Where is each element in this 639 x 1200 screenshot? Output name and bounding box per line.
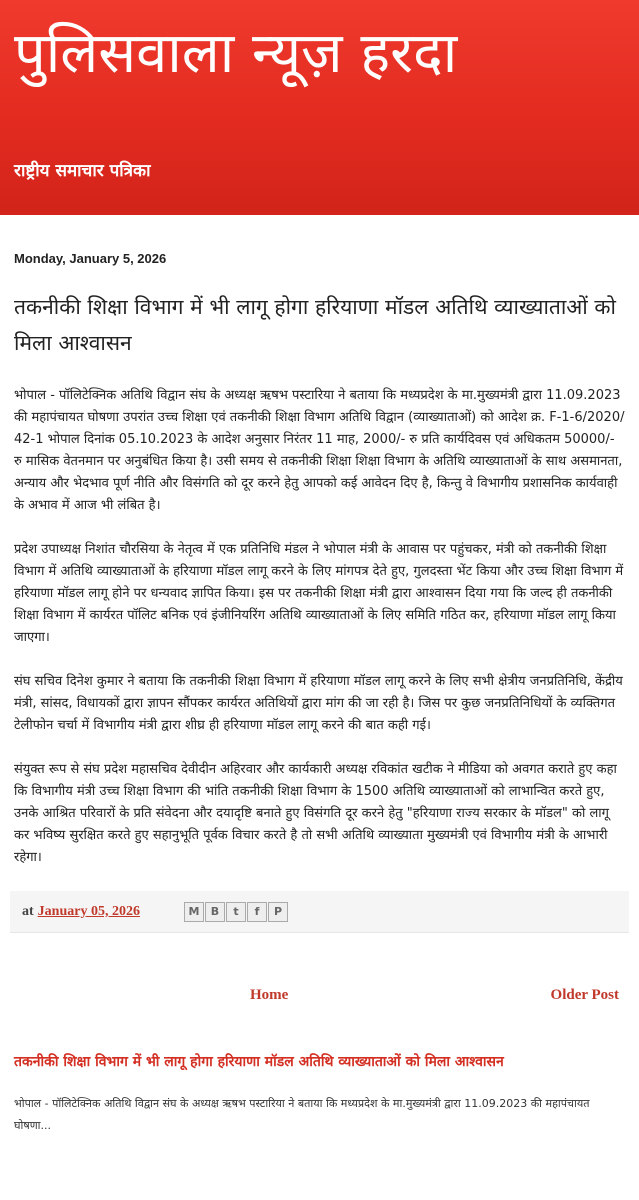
post-paragraph: संयुक्त रूप से संघ प्रदेश महासचिव देवीदीन अहिरवार और कार्यकारी अध्यक्ष रविकांत खटीक ने मीडिया को अवगत कराते हुए कहा कि विभागीय मंत्री उच्च शिक्षा विभाग की भांति तकनीकी शिक्षा विभाग के 1500 अतिथि व्याख्याताओं को लाभान्वित करते हुए, उनके आश्रित परिवारों के प्रति संवेदना और दयादृष्टि बनाते हुए विसंगति दूर करने हेतु "हरियाणा राज्य सरकार के मॉडल" को लागू कर भविष्य सुरक्षित करते हुए सहानुभूति पूर्वक विचार करते है तो सभी अतिथि व्याख्याता मुख्यमंत्री एवं विभागीय मंत्री के आभारी रहेगा। (14, 762, 617, 865)
related-post-snippet: भोपाल - पॉलिटेक्निक अतिथि विद्वान संघ के अध्यक्ष ऋषभ पस्टारिया ने बताया कि मध्यप्रदेश के मा.मुख्यमंत्री द्वारा 11.09.2023 की महापंचायत घोषणा... (14, 1097, 590, 1132)
related-post-title[interactable]: तकनीकी शिक्षा विभाग में भी लागू होगा हरियाणा मॉडल अतिथि व्याख्याताओं को मिला आश्वासन (14, 1054, 504, 1070)
facebook-share-icon[interactable]: f (247, 902, 267, 922)
pinterest-share-icon[interactable]: P (268, 902, 288, 922)
site-header (0, 0, 639, 215)
twitter-share-icon[interactable]: t (226, 902, 246, 922)
share-buttons (184, 902, 289, 922)
post-timestamp-link[interactable]: January 05, 2026 (37, 903, 140, 919)
date-header: Monday, January 5, 2026 (14, 251, 167, 266)
home-link[interactable]: Home (250, 986, 289, 1003)
post-paragraph: भोपाल - पॉलिटेक्निक अतिथि विद्वान संघ के अध्यक्ष ऋषभ पस्टारिया ने बताया कि मध्यप्रदेश के मा.मुख्यमंत्री द्वारा 11.09.2023 की महापंचायत घोषणा उपरांत उच्च शिक्षा एवं तकनीकी शिक्षा विभाग अतिथि विद्वान (व्याख्याताओं) को आदेश क्र. F-1-6/2020/ 42-1 भोपाल दिनांक 05.10.2023 के आदेश अनुसार निरंतर 11 माह, 2000/- रु प्रति कार्यदिवस एवं अधिकतम 50000/- रु मासिक वेतनमान पर अनुबंधित किया है। उसी समय से तकनीकी शिक्षा शिक्षा विभाग के अतिथि व्याख्याताओं के साथ असमानता, अन्याय और भेदभाव पूर्ण नीति और विसंगति को दूर करने हेतु आपको कई आवेदन दिए है, किन्तु वे विभागीय प्रशासनिक कार्यवाही के अभाव में आज भी लंबित है। (14, 388, 625, 513)
post-body (14, 385, 625, 869)
post-paragraph: प्रदेश उपाध्यक्ष निशांत चौरसिया के नेतृत्व में एक प्रतिनिधि मंडल ने भोपाल मंत्री के आवास पर पहुंचकर, मंत्री को तकनीकी शिक्षा विभाग में अतिथि व्याख्याताओं के हरियाणा मॉडल लागू करने के लिए मांगपत्र देते हुए, गुलदस्ता भेंट किया और उच्च शिक्षा विभाग में हरियाणा मॉडल लागू होने पर धन्यवाद ज्ञापित किया। इस पर तकनीकी शिक्षा मंत्री द्वारा आश्वासन दिया गया कि जल्द ही तकनीकी शिक्षा विभाग में कार्यरत पॉलिट बनिक एवं इंजीनियरिंग अतिथि व्याख्याताओं के लिए समिति गठित कर, हरियाणा मॉडल लागू किया जाएगा। (14, 542, 624, 645)
post-footer (10, 891, 629, 933)
older-post-link[interactable]: Older Post (550, 986, 619, 1003)
blog-pager (14, 985, 625, 1005)
blogger-share-icon[interactable]: B (205, 902, 225, 922)
site-description: राष्ट्रीय समाचार पत्रिका (14, 161, 151, 181)
site-title[interactable]: पुलिसवाला न्यूज़ हरदा (14, 21, 458, 86)
post-footer-at-label: at (22, 903, 34, 919)
main-content (0, 251, 639, 1137)
post-paragraph: संघ सचिव दिनेश कुमार ने बताया कि तकनीकी शिक्षा विभाग में हरियाणा मॉडल लागू करने के लिए सभी क्षेत्रीय जनप्रतिनिधि, केंद्रीय मंत्री, सांसद, विधायकों द्वारा ज्ञापन सौंपकर कार्यरत अतिथियों द्वारा मांग की जा रही है। जिस पर कुछ जनप्रतिनिधियों के व्यक्तिगत टेलीफोन चर्चा में विभागीय मंत्री द्वारा शीघ्र ही हरियाणा मॉडल लागू करने की बात कही गई। (14, 674, 623, 733)
email-share-icon[interactable]: M (184, 902, 204, 922)
post-title: तकनीकी शिक्षा विभाग में भी लागू होगा हरियाणा मॉडल अतिथि व्याख्याताओं को मिला आश्वासन (14, 295, 616, 355)
